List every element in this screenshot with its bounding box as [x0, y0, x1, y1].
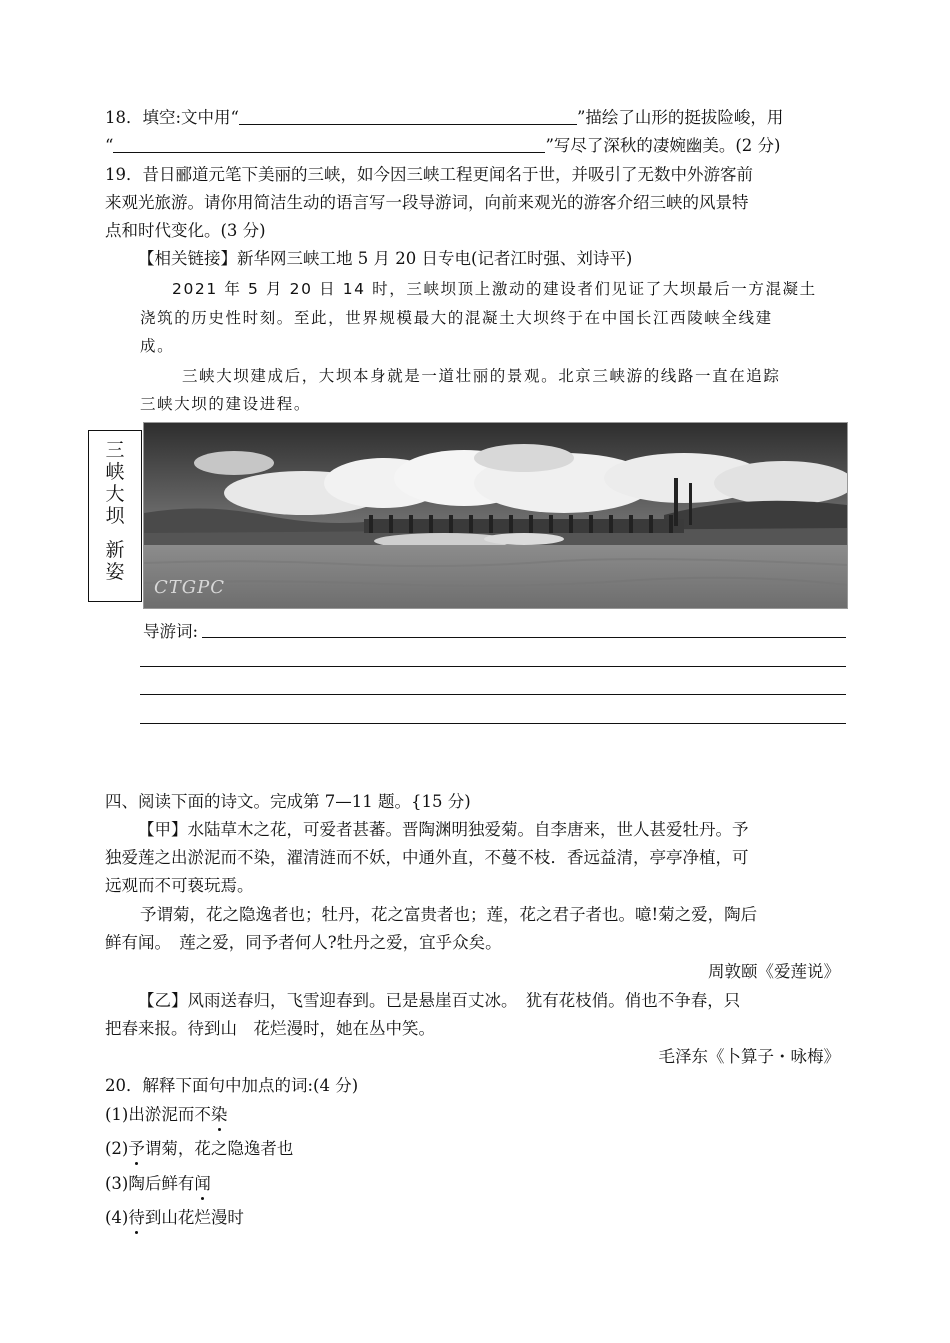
- jia-line3: 远观而不可亵玩焉。: [105, 876, 254, 895]
- yi-line1: 【乙】风雨送春归，飞雪迎春到。已是悬崖百丈冰。 犹有花枝俏。俏也不争春，只: [138, 991, 741, 1010]
- q20-item-1: (1)出淤泥而不染: [105, 1105, 228, 1124]
- q20-title: 20．解释下面句中加点的词:(4 分): [105, 1076, 359, 1095]
- yi-source: 毛泽东《卜算子・咏梅》: [658, 1047, 840, 1066]
- side-label-box: [88, 430, 142, 602]
- jia-source: 周敦颐《爱莲说》: [708, 962, 840, 981]
- jia-line4: 予谓菊，花之隐逸者也；牡丹，花之富贵者也；莲，花之君子者也。噫!菊之爱，陶后: [140, 905, 758, 924]
- dotted-char: 闻: [194, 1174, 211, 1193]
- dotted-char: 染: [210, 1105, 228, 1124]
- answer-line-3[interactable]: [140, 694, 846, 695]
- blank-1[interactable]: [239, 106, 577, 125]
- news-p1-line1: 2021 年 5 月 20 日 14 时，三峡坝顶上激动的建设者们见证了大坝最后一方混凝土: [172, 280, 817, 298]
- q19-text-line2: 来观光旅游。请你用简洁生动的语言写一段导游词，向前来观光的游客介绍三峡的风景特: [105, 193, 749, 212]
- q18-line1: 18．填空:文中用“ ”描绘了山形的挺拔险峻，用: [105, 108, 784, 127]
- dotted-char: 待: [128, 1208, 145, 1227]
- yi-line2: 把春来报。待到山 花烂漫时，她在丛中笑。: [105, 1019, 435, 1038]
- photo-watermark: CTGPC: [154, 577, 226, 598]
- q18-line2: “ ”写尽了深秋的凄婉幽美。(2 分): [105, 136, 781, 155]
- news-p1-line2: 浇筑的历史性时刻。至此，世界规模最大的混凝土大坝终于在中国长江西陵峡全线建: [140, 309, 773, 327]
- jia-line5: 鲜有闻。 莲之爱，同予者何人?牡丹之爱，宜乎众矣。: [105, 933, 502, 952]
- section4-heading: 四、阅读下面的诗文。完成第 7—11 题。{15 分): [105, 792, 471, 811]
- news-p2-line2: 三峡大坝的建设进程。: [140, 395, 312, 413]
- q19-text-line3: 点和时代变化。(3 分): [105, 221, 266, 240]
- q20-item-3: (3)陶后鲜有闻: [105, 1174, 211, 1193]
- jia-line1: 【甲】水陆草木之花，可爱者甚蕃。晋陶渊明独爱菊。自李唐来，世人甚爱牡丹。予: [138, 820, 749, 839]
- news-p2-line1: 三峡大坝建成后，大坝本身就是一道壮丽的景观。北京三峡游的线路一直在追踪: [182, 367, 781, 385]
- dam-photo-illustration: [144, 423, 847, 608]
- three-gorges-dam-photo: [143, 422, 848, 609]
- news-p1-line3: 成。: [140, 337, 175, 355]
- related-link-title: 【相关链接】新华网三峡工地 5 月 20 日专电(记者江时强、刘诗平): [138, 249, 633, 268]
- answer-line-4[interactable]: [140, 723, 846, 724]
- dotted-char: 予: [128, 1139, 145, 1158]
- q19-text-line1: 19．昔日郦道元笔下美丽的三峡，如今因三峡工程更闻名于世，并吸引了无数中外游客前: [105, 165, 753, 184]
- answer-line-2[interactable]: [140, 666, 846, 667]
- answer-line-1[interactable]: [202, 637, 846, 638]
- guide-label: 导游词:: [143, 622, 199, 641]
- blank-2[interactable]: [113, 134, 545, 153]
- q20-item-4: (4)待到山花烂漫时: [105, 1208, 244, 1227]
- jia-line2: 独爱莲之出淤泥而不染，濯清涟而不妖，中通外直，不蔓不枝．香远益清，亭亭净植，可: [105, 848, 749, 867]
- q20-item-2: (2)予谓菊，花之隐逸者也: [105, 1139, 294, 1158]
- side-label-text: 三 峡 大 坝 新 姿: [105, 439, 125, 583]
